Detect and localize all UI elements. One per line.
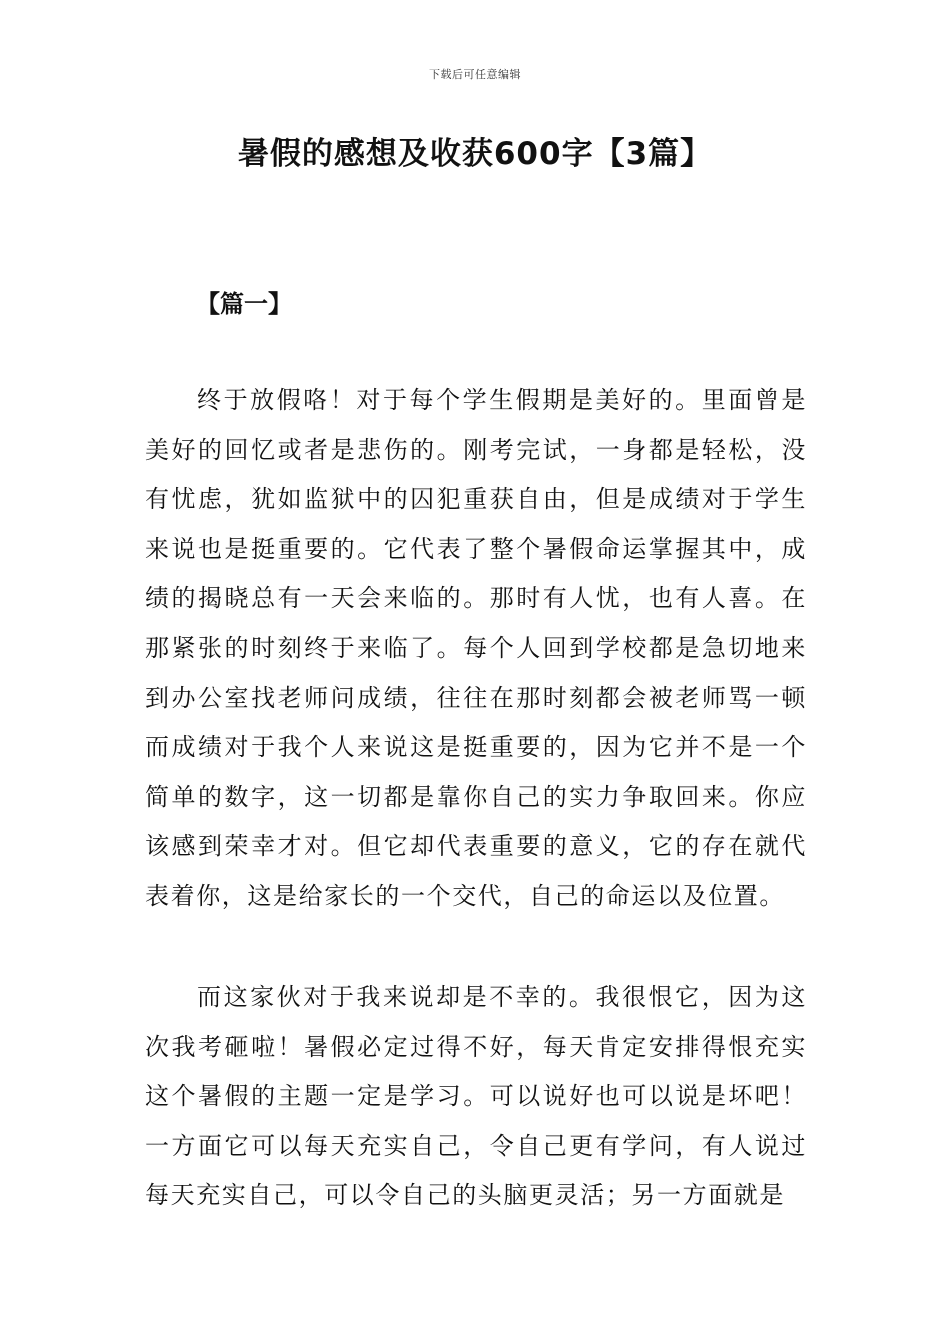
section-heading: 【篇一】 — [196, 290, 292, 318]
body-paragraph-1: 终于放假咯！对于每个学生假期是美好的。里面曾是美好的回忆或者是悲伤的。刚考完试，一身都是轻松，没有忧虑，犹如监狱中的囚犯重获自由，但是成绩对于学生来说也是挺重要的。它代表了整个暑假命运掌握其中，成绩的揭晓总有一天会来临的。那时有人忧，也有人喜。在那紧张的时刻终于来临了。每个人回到学校都是急切地来到办公室找老师问成绩，往往在那时刻都会被老师骂一顿而成绩对于我个人来说这是挺重要的，因为它并不是一个简单的数字，这一切都是靠你自己的实力争取回来。你应该感到荣幸才对。但它却代表重要的意义，它的存在就代表着你，这是给家长的一个交代，自己的命运以及位置。 — [145, 386, 807, 910]
body-paragraph-2: 而这家伙对于我来说却是不幸的。我很恨它，因为这次我考砸啦！暑假必定过得不好，每天肯定安排得恨充实这个暑假的主题一定是学习。可以说好也可以说是坏吧！一方面它可以每天充实自己，令自己更有学问，有人说过每天充实自己，可以令自己的头脑更灵活；另一方面就是 — [145, 983, 807, 1210]
header-note: 下载后可任意编辑 — [429, 68, 521, 81]
document-title: 暑假的感想及收获600字【3篇】 — [237, 136, 713, 172]
